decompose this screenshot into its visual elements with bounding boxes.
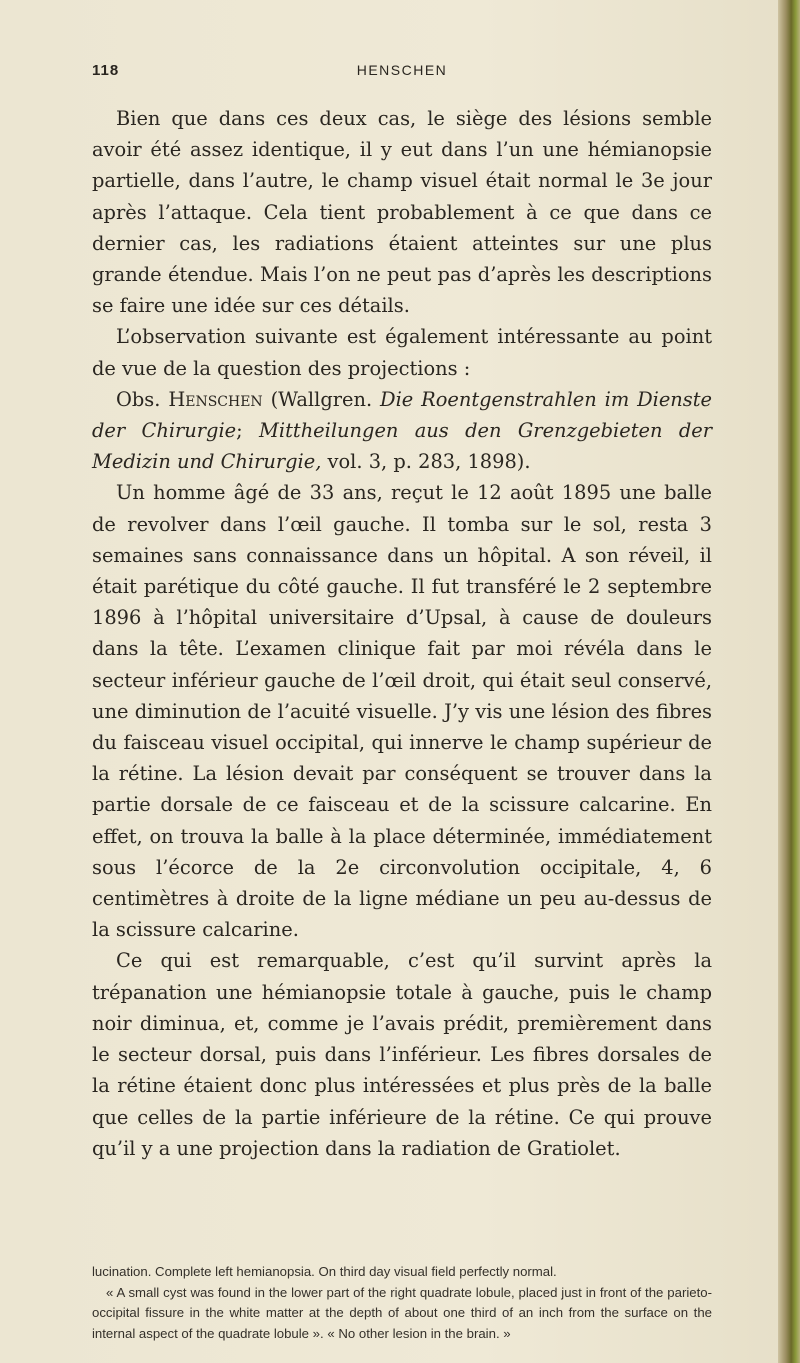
- footnote-line-1: lucination. Complete left hemianopsia. On third day visual field perfectly normal.: [92, 1264, 557, 1279]
- page-number: 118: [92, 62, 120, 79]
- page-edge-binding: [778, 0, 800, 1363]
- citation-source: (Wallgren.: [270, 387, 373, 411]
- body-text: [92, 103, 712, 1164]
- citation-journal: Mittheilungen aus den Grenzgebieten der Medizin und Chirurgie,: [92, 419, 712, 474]
- citation-author: Henschen: [168, 387, 263, 411]
- footnote-line-2: « A small cyst was found in the lower part of the right quadrate lobule, placed just in front of the parieto-occipital fissure in the white matter at the depth of about one third of an inch from the surface on the internal aspect of the quadrate lobule ». « No other lesion in the brain. »: [92, 1284, 712, 1341]
- citation-title: Die Roentgenstrahlen im Dienste der Chirurgie: [92, 387, 712, 443]
- paragraph-5: Ce qui est remarquable, c’est qu’il survint après la trépanation une hémianopsie totale à gauche, puis le champ noir diminua, et, comme je l’avais prédit, premièrement dans le secteur dorsal, puis dans l’inférieur. Les fibres dorsales de la rétine étaient donc plus intéressées et plus près de la balle que celles de la partie inférieure de la rétine. Ce qui prouve qu’il y a une projection dans la radiation de Gratiolet.: [92, 949, 712, 1160]
- paragraph-1: Bien que dans ces deux cas, le siège des lésions semble avoir été assez identique, il y eut dans l’un une hémianopsie partielle, dans l’autre, le champ visuel était normal le 3e jour après l’attaque. Cela tient probablement à ce que dans ce dernier cas, les radiations étaient atteintes sur une plus grande étendue. Mais l’on ne peut pas d’après les descriptions se faire une idée sur ces détails.: [92, 107, 712, 318]
- footnote: [92, 1262, 712, 1344]
- obs-prefix: Obs.: [116, 387, 161, 411]
- page-header: [92, 62, 712, 86]
- citation-separator: ;: [236, 419, 243, 443]
- citation-ref: vol. 3, p. 283, 1898).: [327, 450, 531, 474]
- paragraph-4: Un homme âgé de 33 ans, reçut le 12 août 1895 une balle de revolver dans l’œil gauche. Il tomba sur le sol, resta 3 semaines sans connaissance dans un hôpital. A son réveil, il était parétique du côté gauche. Il fut transféré le 2 septembre 1896 à l’hôpital universitaire d’Upsal, à cause de douleurs dans la tête. L’examen clinique fait par moi révéla dans le secteur inférieur gauche de l’œil droit, qui était seul conservé, une diminution de l’acuité visuelle. J’y vis une lésion des fibres du faisceau visuel occipital, qui innerve le champ supérieur de la rétine. La lésion devait par conséquent se trouver dans la partie dorsale de ce faisceau et de la scissure calcarine. En effet, on trouva la balle à la place déterminée, immédiatement sous l’écorce de la 2e circonvolution occipitale, 4, 6 centimètres à droite de la ligne médiane un peu au-dessus de la scissure calcarine.: [92, 481, 712, 942]
- running-head: HENSCHEN: [356, 62, 448, 78]
- paragraph-2: L’observation suivante est également intéressante au point de vue de la question des projections :: [92, 325, 712, 380]
- observation-citation: [92, 384, 712, 478]
